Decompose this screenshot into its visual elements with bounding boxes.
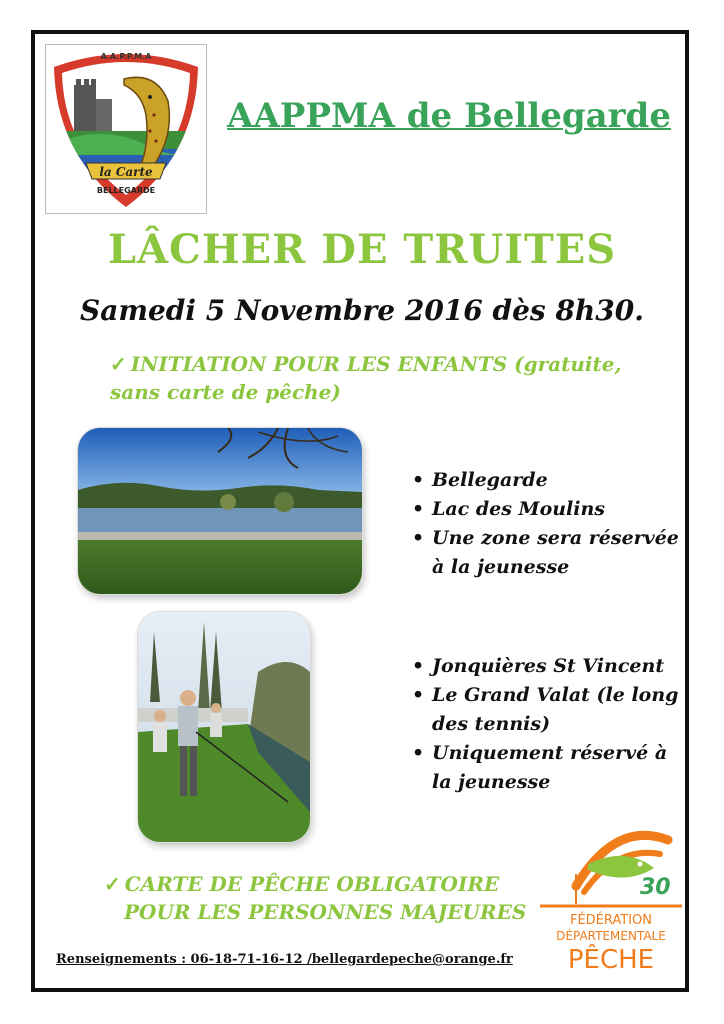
logo-banner-text: la Carte	[99, 165, 153, 179]
list-item: • Une zone sera réservée à la jeunesse	[410, 524, 680, 582]
permit-note-line2: POUR LES PERSONNES MAJEURES	[124, 900, 527, 924]
list-item: • Bellegarde	[410, 466, 680, 495]
list-item: • Lac des Moulins	[410, 495, 680, 524]
list-item: • Uniquement réservé à la jeunesse	[410, 739, 680, 797]
contact-info: Renseignements : 06-18-71-16-12 /bellegardepeche@orange.fr	[56, 952, 513, 967]
event-headline: LÂCHER DE TRUITES	[107, 226, 617, 273]
page-title: AAPPMA de Bellegarde	[227, 96, 671, 136]
initiation-note	[110, 350, 670, 406]
location2-list	[410, 652, 680, 797]
checkmark-icon: ✓	[104, 872, 121, 896]
aappma-logo	[45, 44, 207, 214]
federation-line2: DÉPARTEMENTALE	[556, 929, 666, 943]
federation-logo	[536, 826, 686, 976]
list-item: • Jonquières St Vincent	[410, 652, 680, 681]
checkmark-icon: ✓	[110, 352, 127, 376]
lake-photo	[78, 428, 362, 594]
federation-line3: PÊCHE	[567, 945, 655, 975]
permit-note	[104, 870, 544, 926]
logo-top-text: A.A.P.P.M.A	[100, 52, 152, 61]
event-date: Samedi 5 Novembre 2016 dès 8h30.	[79, 294, 644, 327]
logo-bottom-text: BELLEGARDE	[96, 186, 156, 195]
location1-list	[410, 466, 680, 582]
kids-fishing-photo	[138, 612, 310, 842]
initiation-note-text: INITIATION POUR LES ENFANTS (gratuite, sans carte de pêche)	[110, 352, 622, 404]
federation-number: 30	[640, 875, 671, 900]
federation-line1: FÉDÉRATION	[569, 913, 653, 928]
list-item: • Le Grand Valat (le long des tennis)	[410, 681, 680, 739]
permit-note-line1: CARTE DE PÊCHE OBLIGATOIRE	[124, 872, 500, 896]
